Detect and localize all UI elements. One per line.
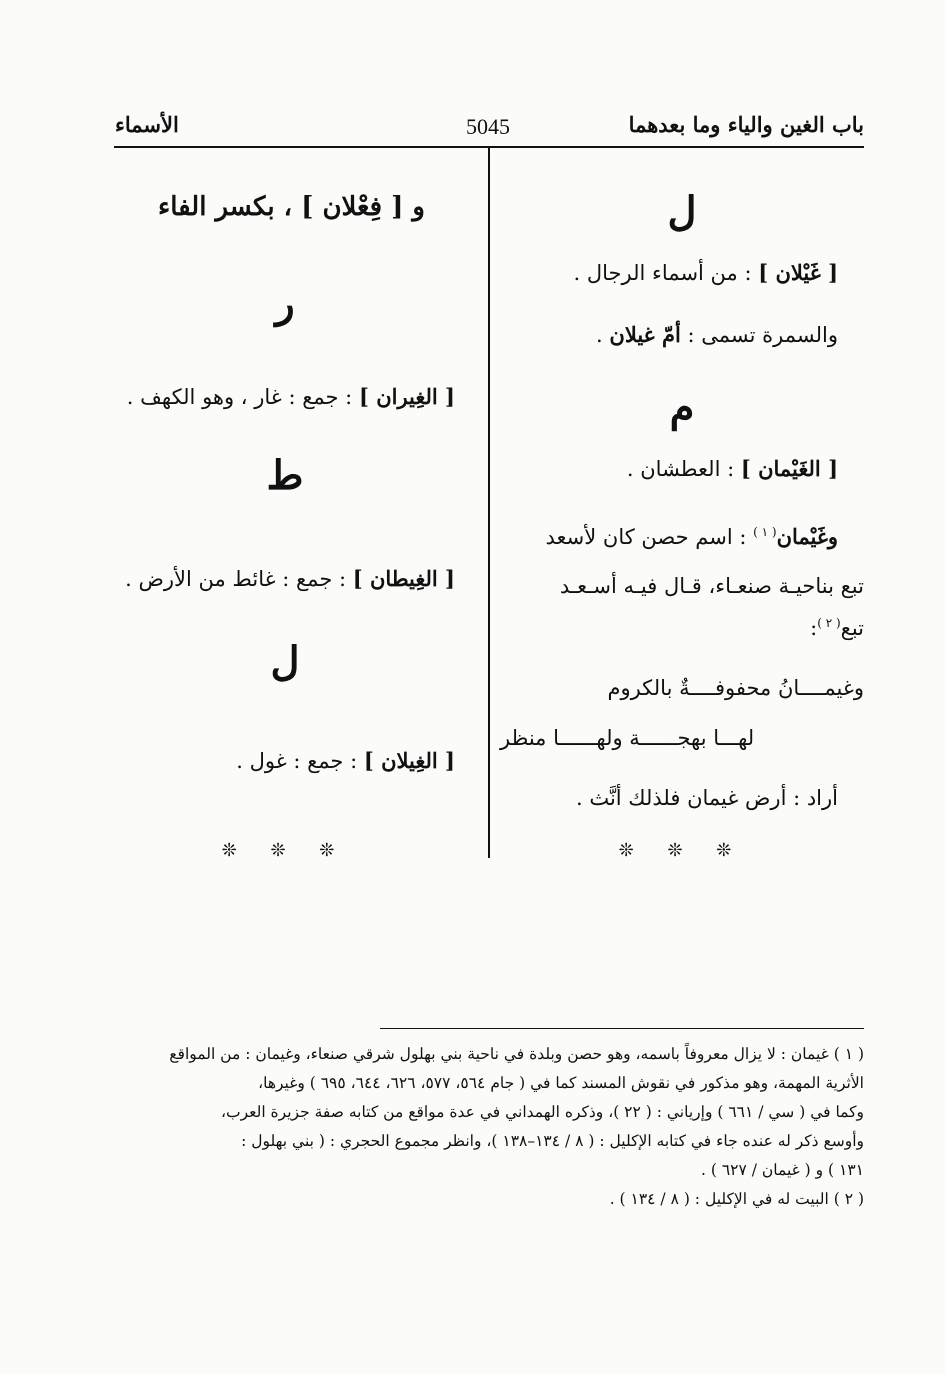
entry-samura bbox=[596, 318, 838, 353]
page-number: 5045 bbox=[466, 114, 510, 139]
entry-ghaylan bbox=[574, 256, 838, 291]
entry-term: أمّ غيلان bbox=[609, 322, 681, 347]
verse-line-1: وغيمــــانُ محفوفــــةٌ بالكروم bbox=[607, 676, 864, 700]
entry-end: . bbox=[596, 323, 603, 347]
entry-term: [ غَيْلان ] bbox=[758, 260, 838, 285]
section-end-ornament: ❊ ❊ ❊ bbox=[221, 840, 349, 861]
running-header-section: الأسماء bbox=[115, 112, 179, 137]
entry-term: وغَيْمان bbox=[776, 524, 838, 549]
footnotes bbox=[110, 1040, 864, 1214]
running-header-chapter: باب الغين والياء وما بعدهما bbox=[628, 112, 864, 137]
letter-heading-ra: ر bbox=[275, 280, 295, 327]
entry-ghitan bbox=[125, 562, 455, 597]
entry-definition: : من أسماء الرجال . bbox=[573, 261, 752, 285]
section-title: و [ فِعْلان ] ، بكسر الفاء bbox=[157, 192, 425, 222]
entry-note: أراد : أرض غيمان فلذلك أنَّث . bbox=[575, 786, 838, 810]
entry-ghilan bbox=[236, 744, 455, 779]
column-divider bbox=[488, 148, 490, 858]
entry-term: [ الغِيطان ] bbox=[352, 566, 455, 591]
entry-definition: : جمع : غائط من الأرض . bbox=[125, 567, 347, 591]
footnote-line: ١٣١ ) و ( غيمان / ٦٢٧ ) . bbox=[700, 1161, 864, 1179]
footnote-rule bbox=[380, 1028, 864, 1029]
entry-definition: : اسم حصن كان لأسعد bbox=[545, 525, 747, 549]
entry-text: والسمرة تسمى : bbox=[687, 323, 838, 347]
letter-heading-lam: ل bbox=[270, 638, 300, 685]
verse-line-2: لهـــا بهجــــــة ولهــــــا منظر bbox=[500, 726, 755, 750]
footnote-ref: ( ٢ ) bbox=[817, 616, 841, 630]
entry-definition: : جمع : غار ، وهو الكهف . bbox=[126, 385, 353, 409]
entry-term: [ الغَيْمان ] bbox=[740, 456, 838, 481]
entry-term: [ الغِيران ] bbox=[358, 384, 455, 409]
entry-continuation-2: تبع$^{( ٢ )}$: bbox=[810, 616, 864, 640]
entry-term: [ الغِيلان ] bbox=[363, 748, 455, 773]
entry-ghayman-fort bbox=[546, 520, 838, 555]
entry-definition: : العطشان . bbox=[626, 457, 735, 481]
section-end-ornament: ❊ ❊ ❊ bbox=[618, 840, 746, 861]
entry-ghayman bbox=[627, 452, 838, 487]
footnote-line: وكما في ( سي / ٦٦١ ) وإرياني : ( ٢٢ )، وذكره الهمداني في عدة مواقع من كتابه صفة جزيرة العرب، bbox=[220, 1103, 864, 1121]
footnote-line: ( ٢ ) البيت له في الإكليل : ( ٨ / ١٣٤ ) . bbox=[609, 1190, 864, 1208]
footnote-ref: ( ١ ) bbox=[753, 525, 777, 539]
footnote-line: ( ١ ) غيمان : لا يزال معروفاً باسمه، وهو حصن وبلدة في ناحية بني بهلول شرقي صنعاء، وغيمان : من المواقع bbox=[169, 1045, 864, 1063]
letter-heading-ta: ط bbox=[266, 452, 304, 499]
entry-definition: : جمع : غول . bbox=[236, 749, 358, 773]
letter-heading-mim: م bbox=[669, 384, 695, 431]
footnote-line: وأوسع ذكر له عنده جاء في كتابه الإكليل : ( ٨ / ١٣٤–١٣٨ )، وانظر مجموع الحجري : ( بني بهلول : bbox=[241, 1132, 864, 1150]
letter-heading-lam: ل bbox=[667, 188, 697, 235]
entry-continuation: تبع بناحيـة صنعـاء، قـال فيـه أسـعـد bbox=[559, 574, 864, 598]
entry-ghiran bbox=[127, 380, 455, 415]
footnote-line: الأثرية المهمة، وهو مذكور في نقوش المسند كما في ( جام ٥٦٤، ٥٧٧، ٦٢٦، ٦٤٤، ٦٩٥ ) وغيرها، bbox=[258, 1074, 864, 1092]
